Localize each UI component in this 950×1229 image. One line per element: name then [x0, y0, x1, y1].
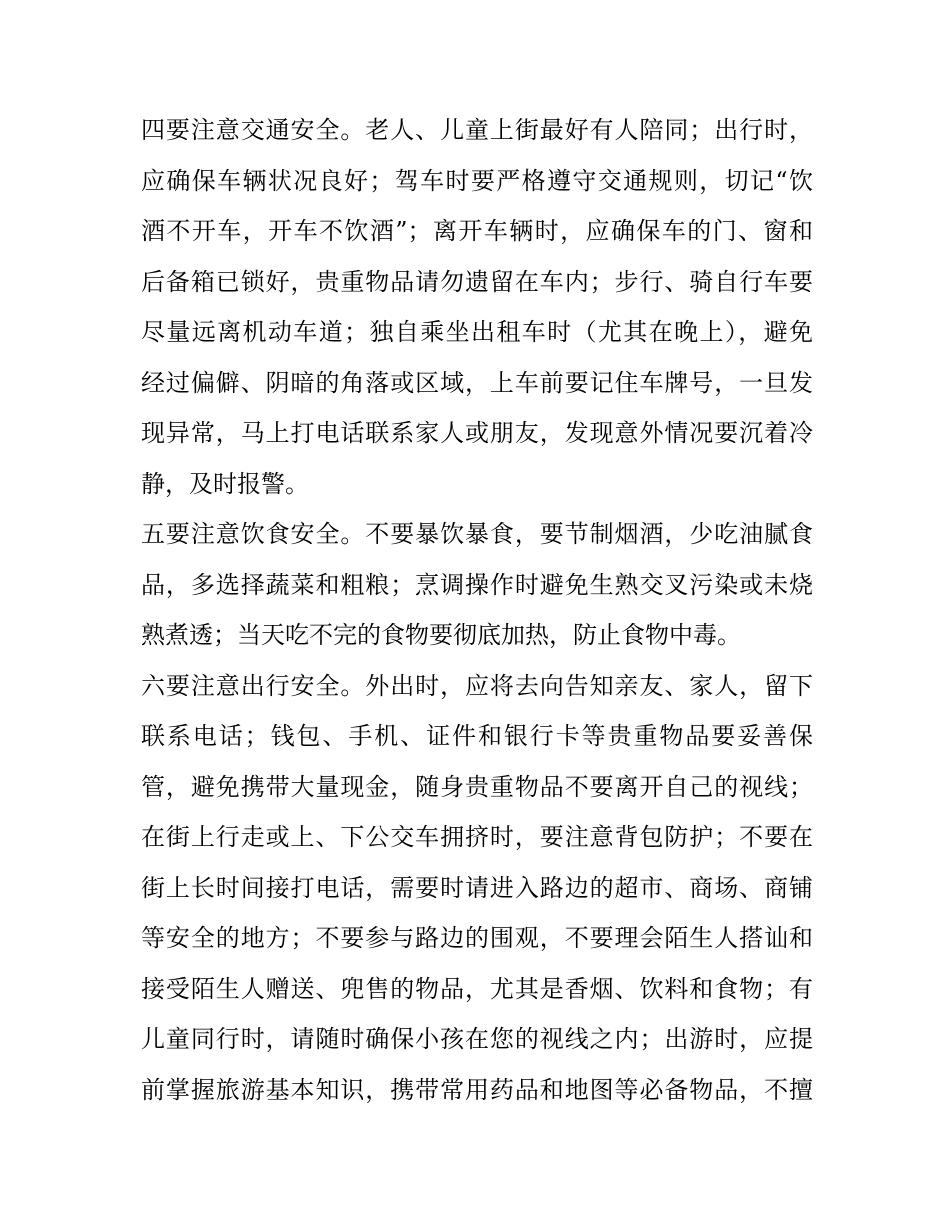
text-line: 品，多选择蔬菜和粗粮；烹调操作时避免生熟交叉污染或未烧 — [141, 570, 813, 599]
document-page — [141, 105, 813, 1115]
text-line: 街上长时间接打电话，需要时请进入路边的超市、商场、商铺 — [141, 873, 813, 902]
text-line: 前掌握旅游基本知识，携带常用药品和地图等必备物品，不擅 — [141, 1075, 813, 1104]
text-line: 尽量远离机动车道；独自乘坐出租车时（尤其在晚上），避免 — [141, 318, 813, 346]
text-line: 经过偏僻、阴暗的角落或区域，上车前要记住车牌号，一旦发 — [141, 368, 813, 397]
text-line: 现异常，马上打电话联系家人或朋友，发现意外情况要沉着冷 — [141, 419, 813, 447]
text-line: 后备箱已锁好，贵重物品请勿遗留在车内；步行、骑自行车要 — [141, 267, 813, 296]
text-line: 联系电话；钱包、手机、证件和银行卡等贵重物品要妥善保 — [141, 722, 813, 750]
paragraph-travel-safety — [141, 661, 813, 1116]
paragraph-food-safety — [141, 509, 813, 661]
text-line: 五要注意饮食安全。不要暴饮暴食，要节制烟酒，少吃油腻食 — [141, 520, 813, 548]
text-line: 等安全的地方；不要参与路边的围观，不要理会陌生人搭讪和 — [141, 924, 813, 952]
text-line: 六要注意出行安全。外出时，应将去向告知亲友、家人，留下 — [141, 671, 813, 700]
text-line: 静，及时报警。 — [141, 469, 309, 498]
text-line: 在街上行走或上、下公交车拥挤时，要注意背包防护；不要在 — [141, 823, 813, 851]
paragraph-traffic-safety — [141, 105, 813, 509]
text-line: 四要注意交通安全。老人、儿童上街最好有人陪同；出行时， — [141, 116, 813, 144]
text-line: 熟煮透；当天吃不完的食物要彻底加热，防止食物中毒。 — [141, 621, 741, 649]
text-line: 应确保车辆状况良好；驾车时要严格遵守交通规则，切记“饮 — [141, 166, 813, 195]
text-line: 儿童同行时，请随时确保小孩在您的视线之内；出游时，应提 — [141, 1025, 813, 1053]
text-line: 接受陌生人赠送、兜售的物品，尤其是香烟、饮料和食物；有 — [141, 974, 813, 1003]
text-line: 酒不开车，开车不饮酒”；离开车辆时，应确保车的门、窗和 — [141, 217, 813, 245]
text-line: 管，避免携带大量现金，随身贵重物品不要离开自己的视线； — [141, 772, 813, 801]
